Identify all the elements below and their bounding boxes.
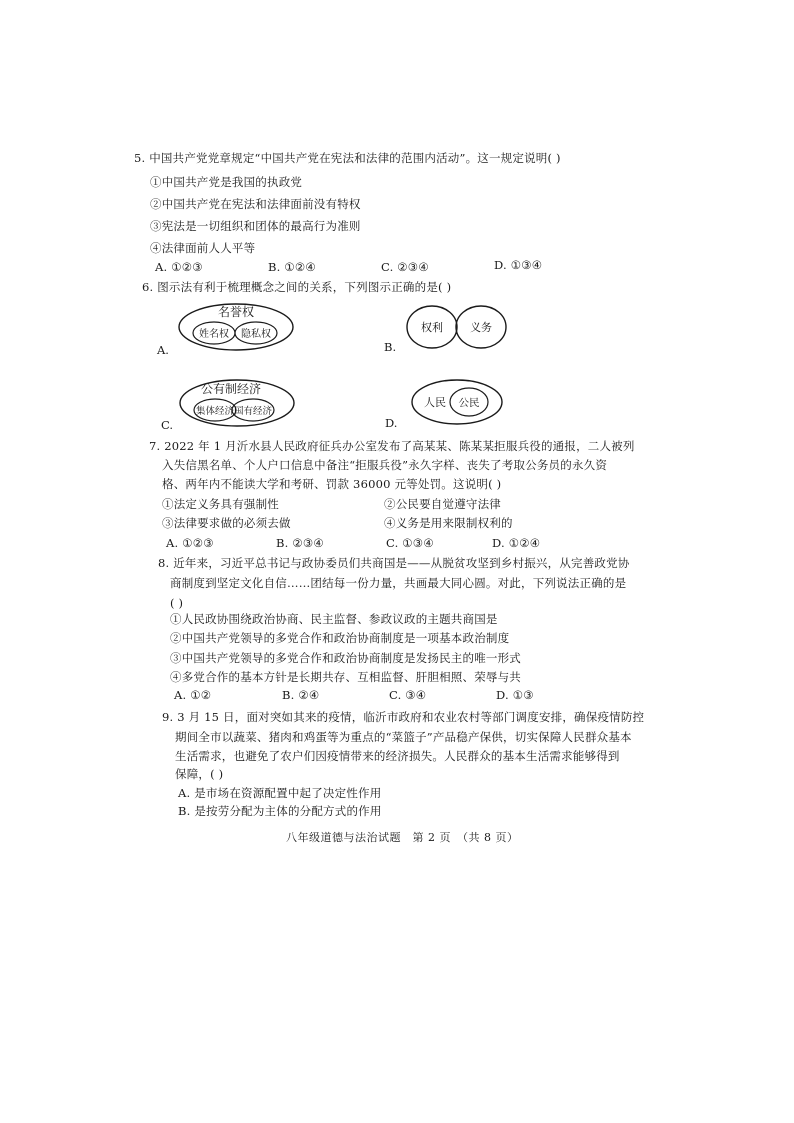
q8-option-c: C. ③④ — [389, 688, 427, 702]
q7-stem-line-3: 格、两年内不能读大学和考研、罚款 36000 元等处罚。这说明( ) — [162, 477, 502, 491]
diagram-d-outer-label: 人民 — [424, 396, 446, 409]
q5-item-3: ③宪法是一切组织和团体的最高行为准则 — [150, 219, 361, 233]
q7-item-4: ④义务是用来限制权利的 — [384, 516, 513, 530]
q5-option-b: B. ①②④ — [268, 260, 316, 274]
diagram-a — [178, 302, 298, 354]
q9-stem-line-2: 期间全市以蔬菜、猪肉和鸡蛋等为重点的“菜篮子”产品稳产保供，切实保障人民群众基本 — [175, 730, 632, 744]
diagram-a-inner-left-label: 姓名权 — [199, 329, 229, 340]
q8-option-b: B. ②④ — [282, 688, 320, 702]
q7-option-b: B. ②③④ — [276, 536, 324, 550]
q8-item-3: ③中国共产党领导的多党合作和政治协商制度是发扬民主的唯一形式 — [170, 651, 521, 665]
q7-option-a: A. ①②③ — [166, 536, 214, 550]
diagram-c-inner-right-label: 国有经济 — [233, 406, 273, 417]
q7-item-1: ①法定义务具有强制性 — [162, 497, 279, 511]
diagram-c-outer-label: 公有制经济 — [200, 382, 262, 396]
q6-label-b: B. — [384, 340, 397, 354]
q9-stem-line-3: 生活需求，也避免了农户们因疫情带来的经济损失。人民群众的基本生活需求能够得到 — [175, 749, 620, 763]
q5-option-d: D. ①③④ — [494, 258, 543, 272]
diagram-c-inner-left-label: 集体经济 — [195, 406, 235, 417]
q6-label-d: D. — [385, 416, 398, 430]
q9-stem-line-4: 保障，( ) — [175, 767, 224, 781]
q6-label-a: A. — [157, 343, 169, 357]
diagram-a-inner-right-label: 隐私权 — [241, 329, 271, 340]
q8-item-2: ②中国共产党领导的多党合作和政治协商制度是一项基本政治制度 — [170, 631, 510, 645]
diagram-a-outer-label: 名誉权 — [217, 305, 255, 319]
q7-option-d: D. ①②④ — [492, 536, 541, 550]
q9-option-a: A. 是市场在资源配置中起了决定性作用 — [178, 786, 382, 800]
q5-option-c: C. ②③④ — [381, 260, 429, 274]
q7-stem-line-2: 入失信黑名单、个人户口信息中备注“拒服兵役”永久字样、丧失了考取公务员的永久资 — [162, 458, 608, 472]
q5-item-1: ①中国共产党是我国的执政党 — [150, 175, 303, 189]
q8-stem-line-3: ( ) — [170, 596, 184, 610]
q6-label-c: C. — [161, 418, 174, 432]
q7-item-3: ③法律要求做的必须去做 — [162, 516, 291, 530]
diagram-d-inner-label: 公民 — [458, 397, 480, 409]
q7-option-c: C. ①③④ — [386, 536, 434, 550]
q8-option-d: D. ①③ — [496, 688, 534, 702]
diagram-b — [406, 305, 508, 351]
q8-option-a: A. ①② — [174, 688, 212, 702]
q8-item-1: ①人民政协围绕政治协商、民主监督、参政议政的主题共商国是 — [170, 612, 498, 626]
q6-stem: 6. 图示法有利于梳理概念之间的关系，下列图示正确的是( ) — [142, 280, 452, 294]
q5-item-2: ②中国共产党在宪法和法律面前没有特权 — [150, 197, 361, 211]
q8-stem-line-1: 8. 近年来，习近平总书记与政协委员们共商国是——从脱贫攻坚到乡村振兴，从完善政党协 — [158, 556, 630, 570]
diagram-b-left-label: 权利 — [421, 321, 443, 334]
diagram-b-right-label: 义务 — [470, 321, 492, 334]
q8-item-4: ④多党合作的基本方针是长期共存、互相监督、肝胆相照、荣辱与共 — [170, 670, 521, 684]
q5-item-4: ④法律面前人人平等 — [150, 241, 256, 255]
page-footer: 八年级道德与法治试题 第 2 页 （共 8 页） — [286, 831, 519, 844]
diagram-d — [410, 378, 506, 426]
q5-stem: 5. 中国共产党党章规定“中国共产党在宪法和法律的范围内活动”。这一规定说明( ) — [134, 151, 561, 165]
q7-item-2: ②公民要自觉遵守法律 — [384, 497, 501, 511]
diagram-c — [179, 378, 299, 430]
q7-stem-line-1: 7. 2022 年 1 月沂水县人民政府征兵办公室发布了高某某、陈某某拒服兵役的通报，二人被列 — [149, 439, 635, 453]
q5-option-a: A. ①②③ — [155, 260, 203, 274]
q8-stem-line-2: 商制度到坚定文化自信……团结每一份力量，共画最大同心圆。对此，下列说法正确的是 — [170, 576, 627, 590]
q9-option-b: B. 是按劳分配为主体的分配方式的作用 — [178, 804, 382, 818]
q9-stem-line-1: 9. 3 月 15 日，面对突如其来的疫情，临沂市政府和农业农村等部门调度安排，确保疫情防控 — [162, 710, 645, 724]
